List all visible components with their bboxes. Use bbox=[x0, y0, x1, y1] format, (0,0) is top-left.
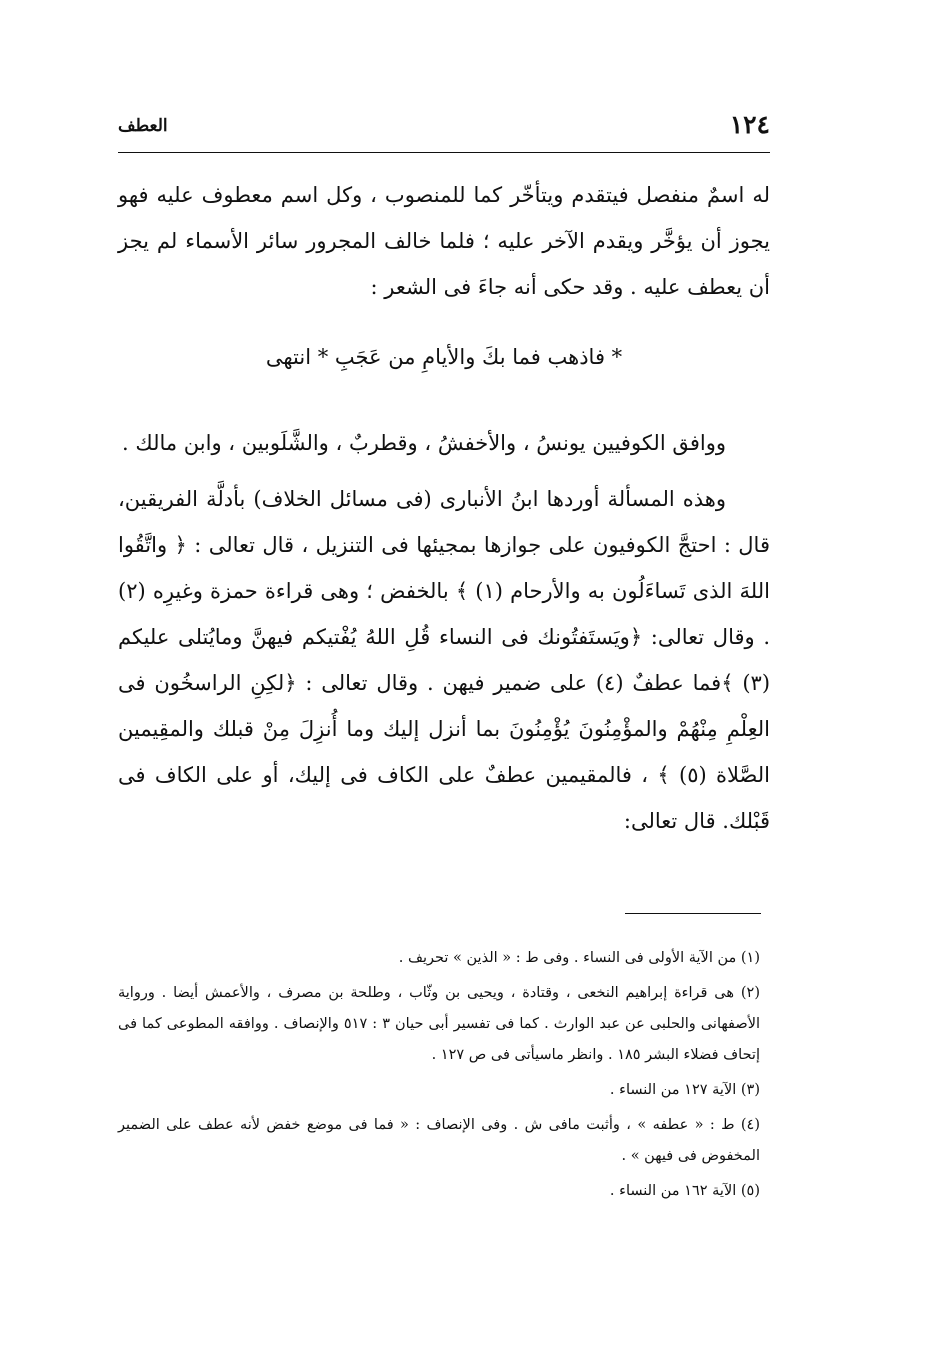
footnotes bbox=[118, 943, 770, 1211]
paragraph-2: ووافق الكوفيين يونسُ ، والأخفشُ ، وقطربٌ ، والشَّلَوبين ، وابن مالك . bbox=[122, 431, 726, 455]
paragraph-1: له اسمٌ منفصل فيتقدم ويتأخّر كما للمنصوب ، وكل اسم معطوف عليه فهو يجوز أن يؤخَّر ويقدم الآخر عليه ؛ فلما خالف المجرور سائر الأسماء لم يجز أن يعطف عليه . وقد حكى أنه جاءَ فى الشعر : bbox=[118, 183, 770, 299]
main-text bbox=[118, 172, 770, 844]
footnote-divider bbox=[625, 913, 761, 914]
running-title: العطف bbox=[118, 116, 168, 136]
footnote-1: (١) من الآية الأولى فى النساء . وفى ط : « الذين » تحريف . bbox=[398, 950, 760, 966]
header-divider bbox=[118, 152, 770, 153]
footnote-3: (٣) الآية ١٢٧ من النساء . bbox=[609, 1082, 760, 1098]
poetry-verse: * فاذهب فما بكَ والأيامِ من عَجَبِ * انتهى bbox=[265, 345, 623, 369]
footnote-5: (٥) الآية ١٦٢ من النساء . bbox=[609, 1183, 760, 1199]
page-header bbox=[118, 108, 770, 148]
footnote-2: (٢) هى قراءة إبراهيم النخعى ، وقتادة ، ويحيى بن وثّاب ، وطلحة بن مصرف ، والأعمش أيضا . ورواية الأصفهانى والحلبى عن عبد الوارث . كما فى تفسير أبى حيان ٣ : ٥١٧ والإنصاف . ووافقه المطوعى كما فى إتحاف فضلاء البشر ١٨٥ . وانظر ماسيأتى فى ص ١٢٧ . bbox=[118, 985, 761, 1063]
footnote-4: (٤) ط : « عطفه » ، وأثبت مافى ش . وفى الإنصاف : « فما فى موضع خفض لأنه عطف على الضمير المخفوض فى فيهن » . bbox=[118, 1117, 760, 1164]
paragraph-3: وهذه المسألة أوردها ابنُ الأنبارى (فى مسائل الخلاف) بأدلَّة الفريقين، قال : احتجَّ الكوفيون على جوازها بمجيئها فى التنزيل ، قال تعالى : ﴿ واتَّقُوا اللهَ الذى تَساءَلُون به والأرحام (١) ﴾ بالخفض ؛ وهى قراءة حمزة وغيرِه (٢) . وقال تعالى: ﴿ويَستَفتُونك فى النساء قُلِ اللهُ يُفْتيكم فيهنَّ ومايُتلى عليكم (٣) ﴾فما عطفٌ (٤) على ضمير فيهن . وقال تعالى : ﴿لكِنِ الراسخُون فى العِلْمِ مِنْهُمْ والمؤْمِنُونَ يُؤْمِنُونَ بما أنزل إليك وما أُنزِلَ مِنْ قبلك والمقِيمين الصَّلاة (٥) ﴾ ، فالمقيمين عطفٌ على الكاف فى إليك، أو على الكاف فى قَبْلك. قال تعالى: bbox=[118, 487, 771, 833]
page-number: ١٢٤ bbox=[729, 110, 770, 139]
